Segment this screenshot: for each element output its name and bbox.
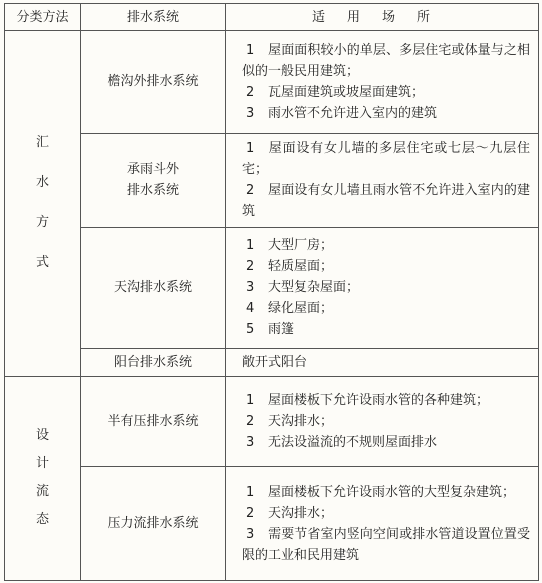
item-number: 3 — [246, 280, 255, 296]
item-number: 1 — [246, 238, 255, 254]
item-number: 3 — [246, 105, 255, 121]
header-row — [5, 4, 539, 31]
scope-cell — [226, 31, 539, 134]
category-char: 汇 — [35, 135, 49, 151]
scope-cell — [226, 376, 539, 466]
item-text: 雨篷 — [268, 322, 295, 338]
header-system: 排水系统 — [81, 4, 226, 31]
item-number: 1 — [246, 393, 255, 409]
item-number: 2 — [246, 414, 255, 430]
system-name: 排水系统 — [126, 183, 179, 199]
scope-item — [236, 390, 530, 411]
scope-cell — [226, 348, 539, 376]
system-cell — [81, 348, 226, 376]
system-cell — [81, 31, 226, 134]
scope-item — [236, 82, 530, 103]
system-name: 天沟排水系统 — [113, 280, 192, 296]
scope-cell — [226, 228, 539, 349]
item-text: 大型厂房； — [268, 238, 334, 254]
item-number: 2 — [246, 183, 255, 199]
scope-item — [236, 256, 530, 277]
item-text: 雨水管不允许进入室内的建筑 — [268, 105, 438, 121]
item-text: 屋面面积较小的单层、多层住宅或体量与之相似的一般民用建筑； — [242, 42, 530, 79]
table-row — [5, 376, 539, 466]
system-name: 檐沟外排水系统 — [107, 74, 199, 90]
category-char: 水 — [35, 175, 49, 191]
header-scope: 适用场所 — [226, 4, 539, 31]
scope-cell — [226, 133, 539, 228]
item-number: 2 — [246, 505, 255, 521]
item-number: 1 — [246, 484, 255, 500]
category-char: 设 — [35, 428, 49, 444]
scope-item — [236, 40, 530, 82]
item-number: 1 — [246, 141, 255, 157]
scope-item — [236, 138, 530, 180]
scope-item — [236, 277, 530, 298]
system-cell — [81, 376, 226, 466]
scope-item — [236, 235, 530, 256]
scope-item — [236, 411, 530, 432]
item-text: 轻质屋面； — [268, 259, 334, 275]
table-row — [5, 31, 539, 134]
item-number: 3 — [246, 526, 255, 542]
item-text: 敞开式阳台 — [242, 354, 308, 370]
header-category: 分类方法 — [5, 4, 81, 31]
item-text: 屋面设有女儿墙的多层住宅或七层～九层住宅； — [242, 141, 530, 178]
scope-item — [236, 103, 530, 124]
system-name: 阳台排水系统 — [113, 354, 192, 370]
item-number: 2 — [246, 259, 255, 275]
scope-item — [236, 298, 530, 319]
scope-item — [236, 432, 530, 453]
item-number: 5 — [246, 322, 255, 338]
item-text: 屋面楼板下允许设雨水管的各种建筑； — [268, 393, 490, 409]
category-cell — [5, 376, 81, 580]
scope-item — [236, 482, 530, 503]
table-row — [5, 467, 539, 581]
system-cell — [81, 467, 226, 581]
item-text: 无法设溢流的不规则屋面排水 — [268, 435, 438, 451]
category-cell — [5, 31, 81, 377]
scope-cell — [226, 467, 539, 581]
table-row — [5, 348, 539, 376]
item-number: 1 — [246, 42, 255, 58]
system-name: 半有压排水系统 — [107, 414, 199, 430]
item-number: 3 — [246, 435, 255, 451]
drainage-system-table — [4, 3, 539, 581]
table-body — [5, 31, 539, 581]
system-cell — [81, 228, 226, 349]
item-text: 屋面设有女儿墙且雨水管不允许进入室内的建筑 — [242, 183, 530, 220]
scope-item — [236, 503, 530, 524]
table-row — [5, 133, 539, 228]
item-number: 2 — [246, 84, 255, 100]
item-text: 大型复杂屋面； — [268, 280, 360, 296]
system-name: 承雨斗外 — [126, 162, 179, 178]
category-char: 流 — [35, 484, 49, 500]
scope-item — [236, 352, 530, 373]
item-text: 屋面楼板下允许设雨水管的大型复杂建筑； — [268, 484, 516, 500]
item-text: 需要节省室内竖向空间或排水管道设置位置受限的工业和民用建筑 — [242, 526, 530, 563]
item-text: 绿化屋面； — [268, 301, 334, 317]
category-char: 计 — [35, 456, 49, 472]
system-name: 压力流排水系统 — [107, 516, 199, 532]
category-char: 态 — [35, 512, 49, 528]
table-row — [5, 228, 539, 349]
category-char: 式 — [35, 255, 49, 271]
scope-item — [236, 180, 530, 222]
category-char: 方 — [35, 215, 49, 231]
item-number: 4 — [246, 301, 255, 317]
item-text: 天沟排水； — [268, 414, 334, 430]
scope-item — [236, 319, 530, 340]
item-text: 天沟排水； — [268, 505, 334, 521]
scope-item — [236, 524, 530, 566]
item-text: 瓦屋面建筑或坡屋面建筑； — [268, 84, 425, 100]
system-cell — [81, 133, 226, 228]
